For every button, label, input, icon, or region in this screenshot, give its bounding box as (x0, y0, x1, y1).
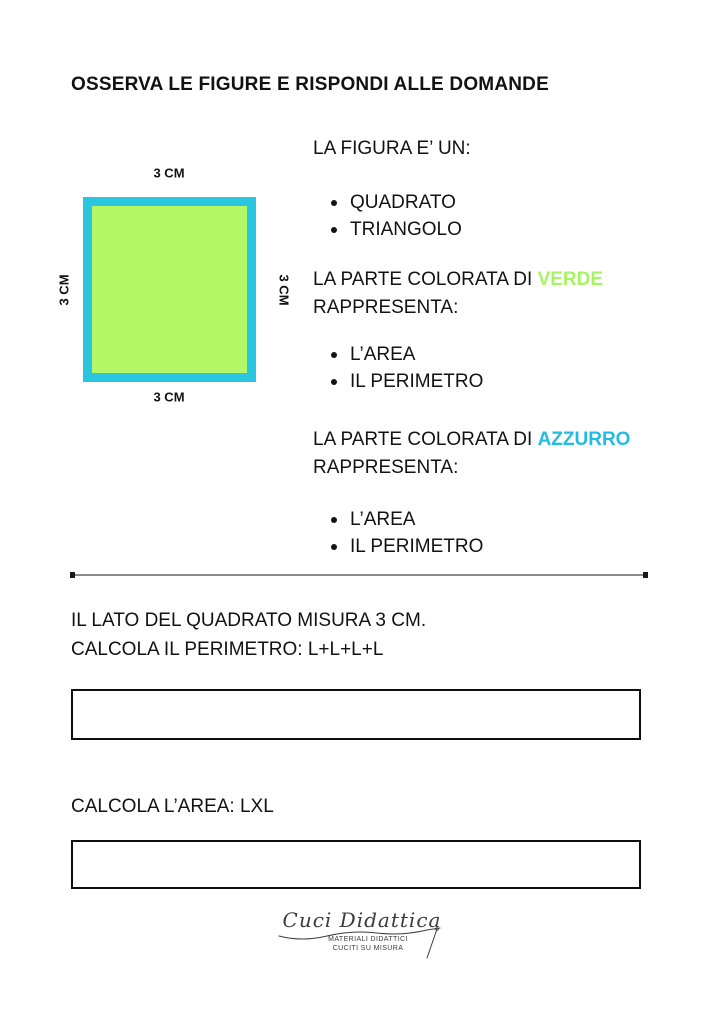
brand-tagline (297, 935, 439, 953)
option-triangolo[interactable]: TRIANGOLO (313, 216, 673, 243)
highlight-azzurro: AZZURRO (537, 429, 631, 450)
bullet-icon (331, 352, 337, 358)
bullet-icon (331, 517, 337, 523)
square-figure-fill (92, 206, 247, 373)
option-perimetro[interactable]: IL PERIMETRO (313, 533, 673, 560)
option-quadrato[interactable]: QUADRATO (313, 189, 673, 216)
dimension-label-top: 3 CM (153, 165, 185, 181)
perimeter-answer-box[interactable] (71, 689, 641, 740)
options-list (313, 506, 673, 560)
dimension-label-left: 3 CM (56, 274, 72, 306)
page-title: OSSERVA LE FIGURE E RISPONDI ALLE DOMANDE (71, 74, 549, 95)
question-prompt: LA FIGURA E’ UN: (313, 138, 471, 159)
option-area[interactable]: L’AREA (313, 506, 673, 533)
option-area[interactable]: L’AREA (313, 341, 673, 368)
option-perimetro[interactable]: IL PERIMETRO (313, 368, 673, 395)
bullet-icon (331, 227, 337, 233)
question-prompt: LA PARTE COLORATA DI AZZURRO RAPPRESENTA: (313, 429, 631, 478)
divider-line (75, 574, 643, 576)
question-azure-part (313, 426, 673, 560)
highlight-verde: VERDE (537, 269, 604, 290)
area-exercise-text: CALCOLA L’AREA: LXL (71, 796, 274, 817)
question-green-part (313, 266, 673, 395)
area-answer-box[interactable] (71, 840, 641, 889)
section-divider (70, 571, 648, 579)
bullet-icon (331, 200, 337, 206)
exercise-line-2: CALCOLA IL PERIMETRO: L+L+L+L (71, 639, 384, 660)
brand-name: Cuci Didattica (282, 908, 442, 932)
options-list (313, 189, 673, 243)
question-prompt: LA PARTE COLORATA DI VERDE RAPPRESENTA: (313, 269, 604, 318)
exercise-line-1: IL LATO DEL QUADRATO MISURA 3 CM. (71, 610, 427, 631)
perimeter-exercise-text (71, 606, 426, 664)
tagline-line-2: CUCITI SU MISURA (332, 945, 404, 952)
question-figure-type (313, 135, 673, 243)
bullet-icon (331, 544, 337, 550)
dimension-label-right: 3 CM (276, 274, 292, 306)
tagline-line-1: MATERIALI DIDATTICI (328, 936, 408, 943)
divider-endpoint-right (643, 572, 648, 578)
dimension-label-bottom: 3 CM (153, 389, 185, 405)
brand-logo (277, 908, 447, 960)
options-list (313, 341, 673, 395)
square-figure-border (83, 197, 256, 382)
bullet-icon (331, 379, 337, 385)
